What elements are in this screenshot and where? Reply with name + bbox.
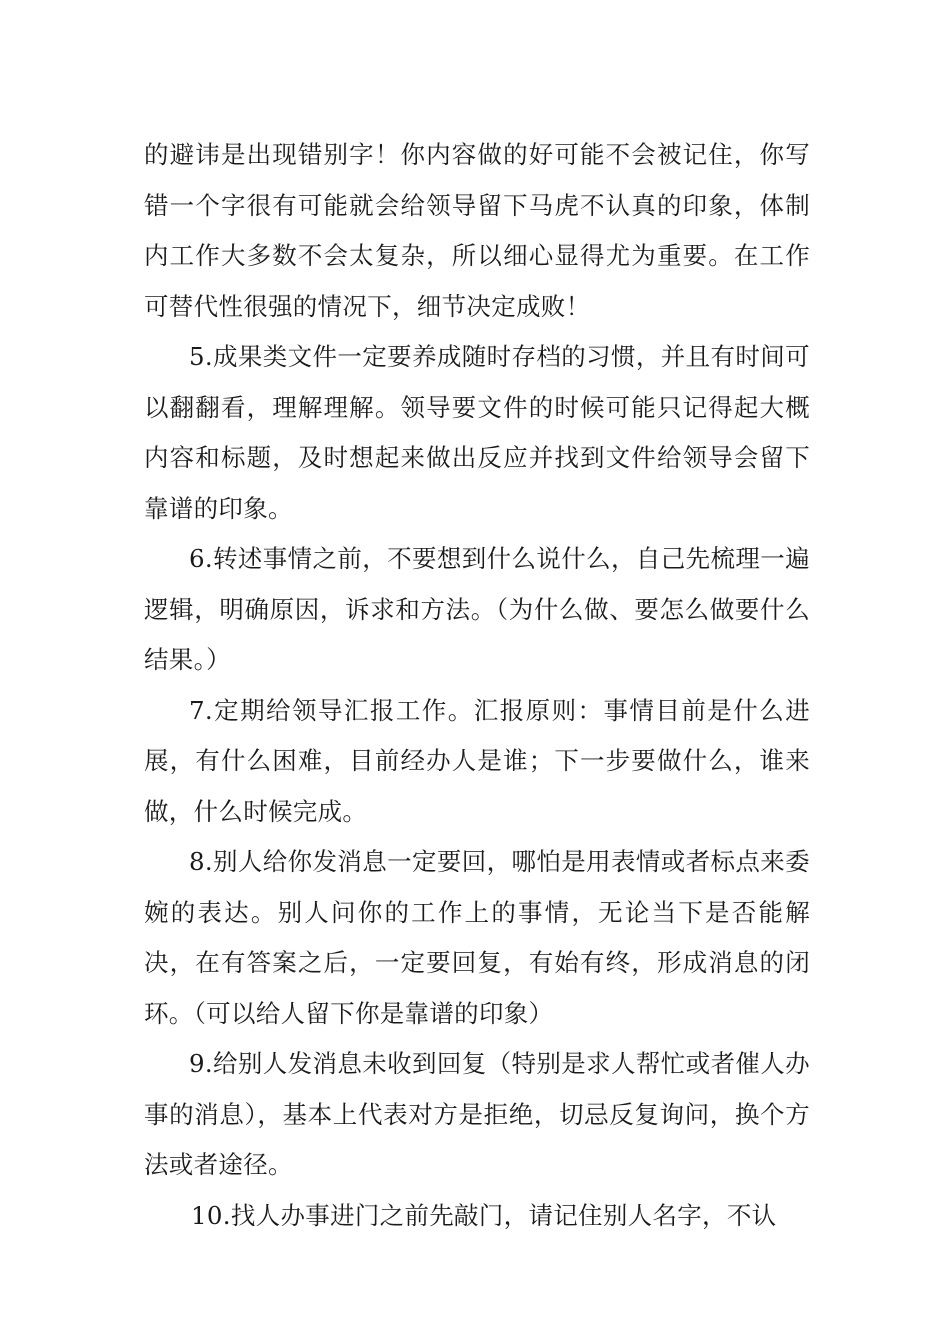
- paragraph-item-7: 7.定期给领导汇报工作。汇报原则：事情目前是什么进展，有什么困难，目前经办人是谁；下一步要做什么，谁来做，什么时候完成。: [144, 695, 810, 826]
- paragraph-item-5: 5.成果类文件一定要养成随时存档的习惯，并且有时间可以翻翻看，理解理解。领导要文件的时候可能只记得起大概内容和标题，及时想起来做出反应并找到文件给领导会留下靠谱的印象。: [144, 342, 810, 523]
- paragraph-item-10: 10.找人办事进门之前先敲门，请记住别人名字，不认: [191, 1200, 777, 1230]
- document-body: [144, 130, 810, 1241]
- paragraph-item-6: 6.转述事情之前，不要想到什么说什么，自己先梳理一遍逻辑，明确原因，诉求和方法。（为什么做、要怎么做要什么结果。）: [144, 544, 810, 674]
- paragraph-item-8: 8.别人给你发消息一定要回，哪怕是用表情或者标点来委婉的表达。别人问你的工作上的事情，无论当下是否能解决，在有答案之后，一定要回复，有始有终，形成消息的闭环。（可以给人留下你是靠谱的印象）: [144, 847, 810, 1028]
- paragraph-item-9: 9.给别人发消息未收到回复（特别是求人帮忙或者催人办事的消息），基本上代表对方是拒绝，切忌反复询问，换个方法或者途径。: [144, 1049, 810, 1179]
- paragraph-continuation: 的避讳是出现错别字！你内容做的好可能不会被记住，你写错一个字很有可能就会给领导留下马虎不认真的印象，体制内工作大多数不会太复杂，所以细心显得尤为重要。在工作可替代性很强的情况下，细节决定成败！: [144, 140, 810, 321]
